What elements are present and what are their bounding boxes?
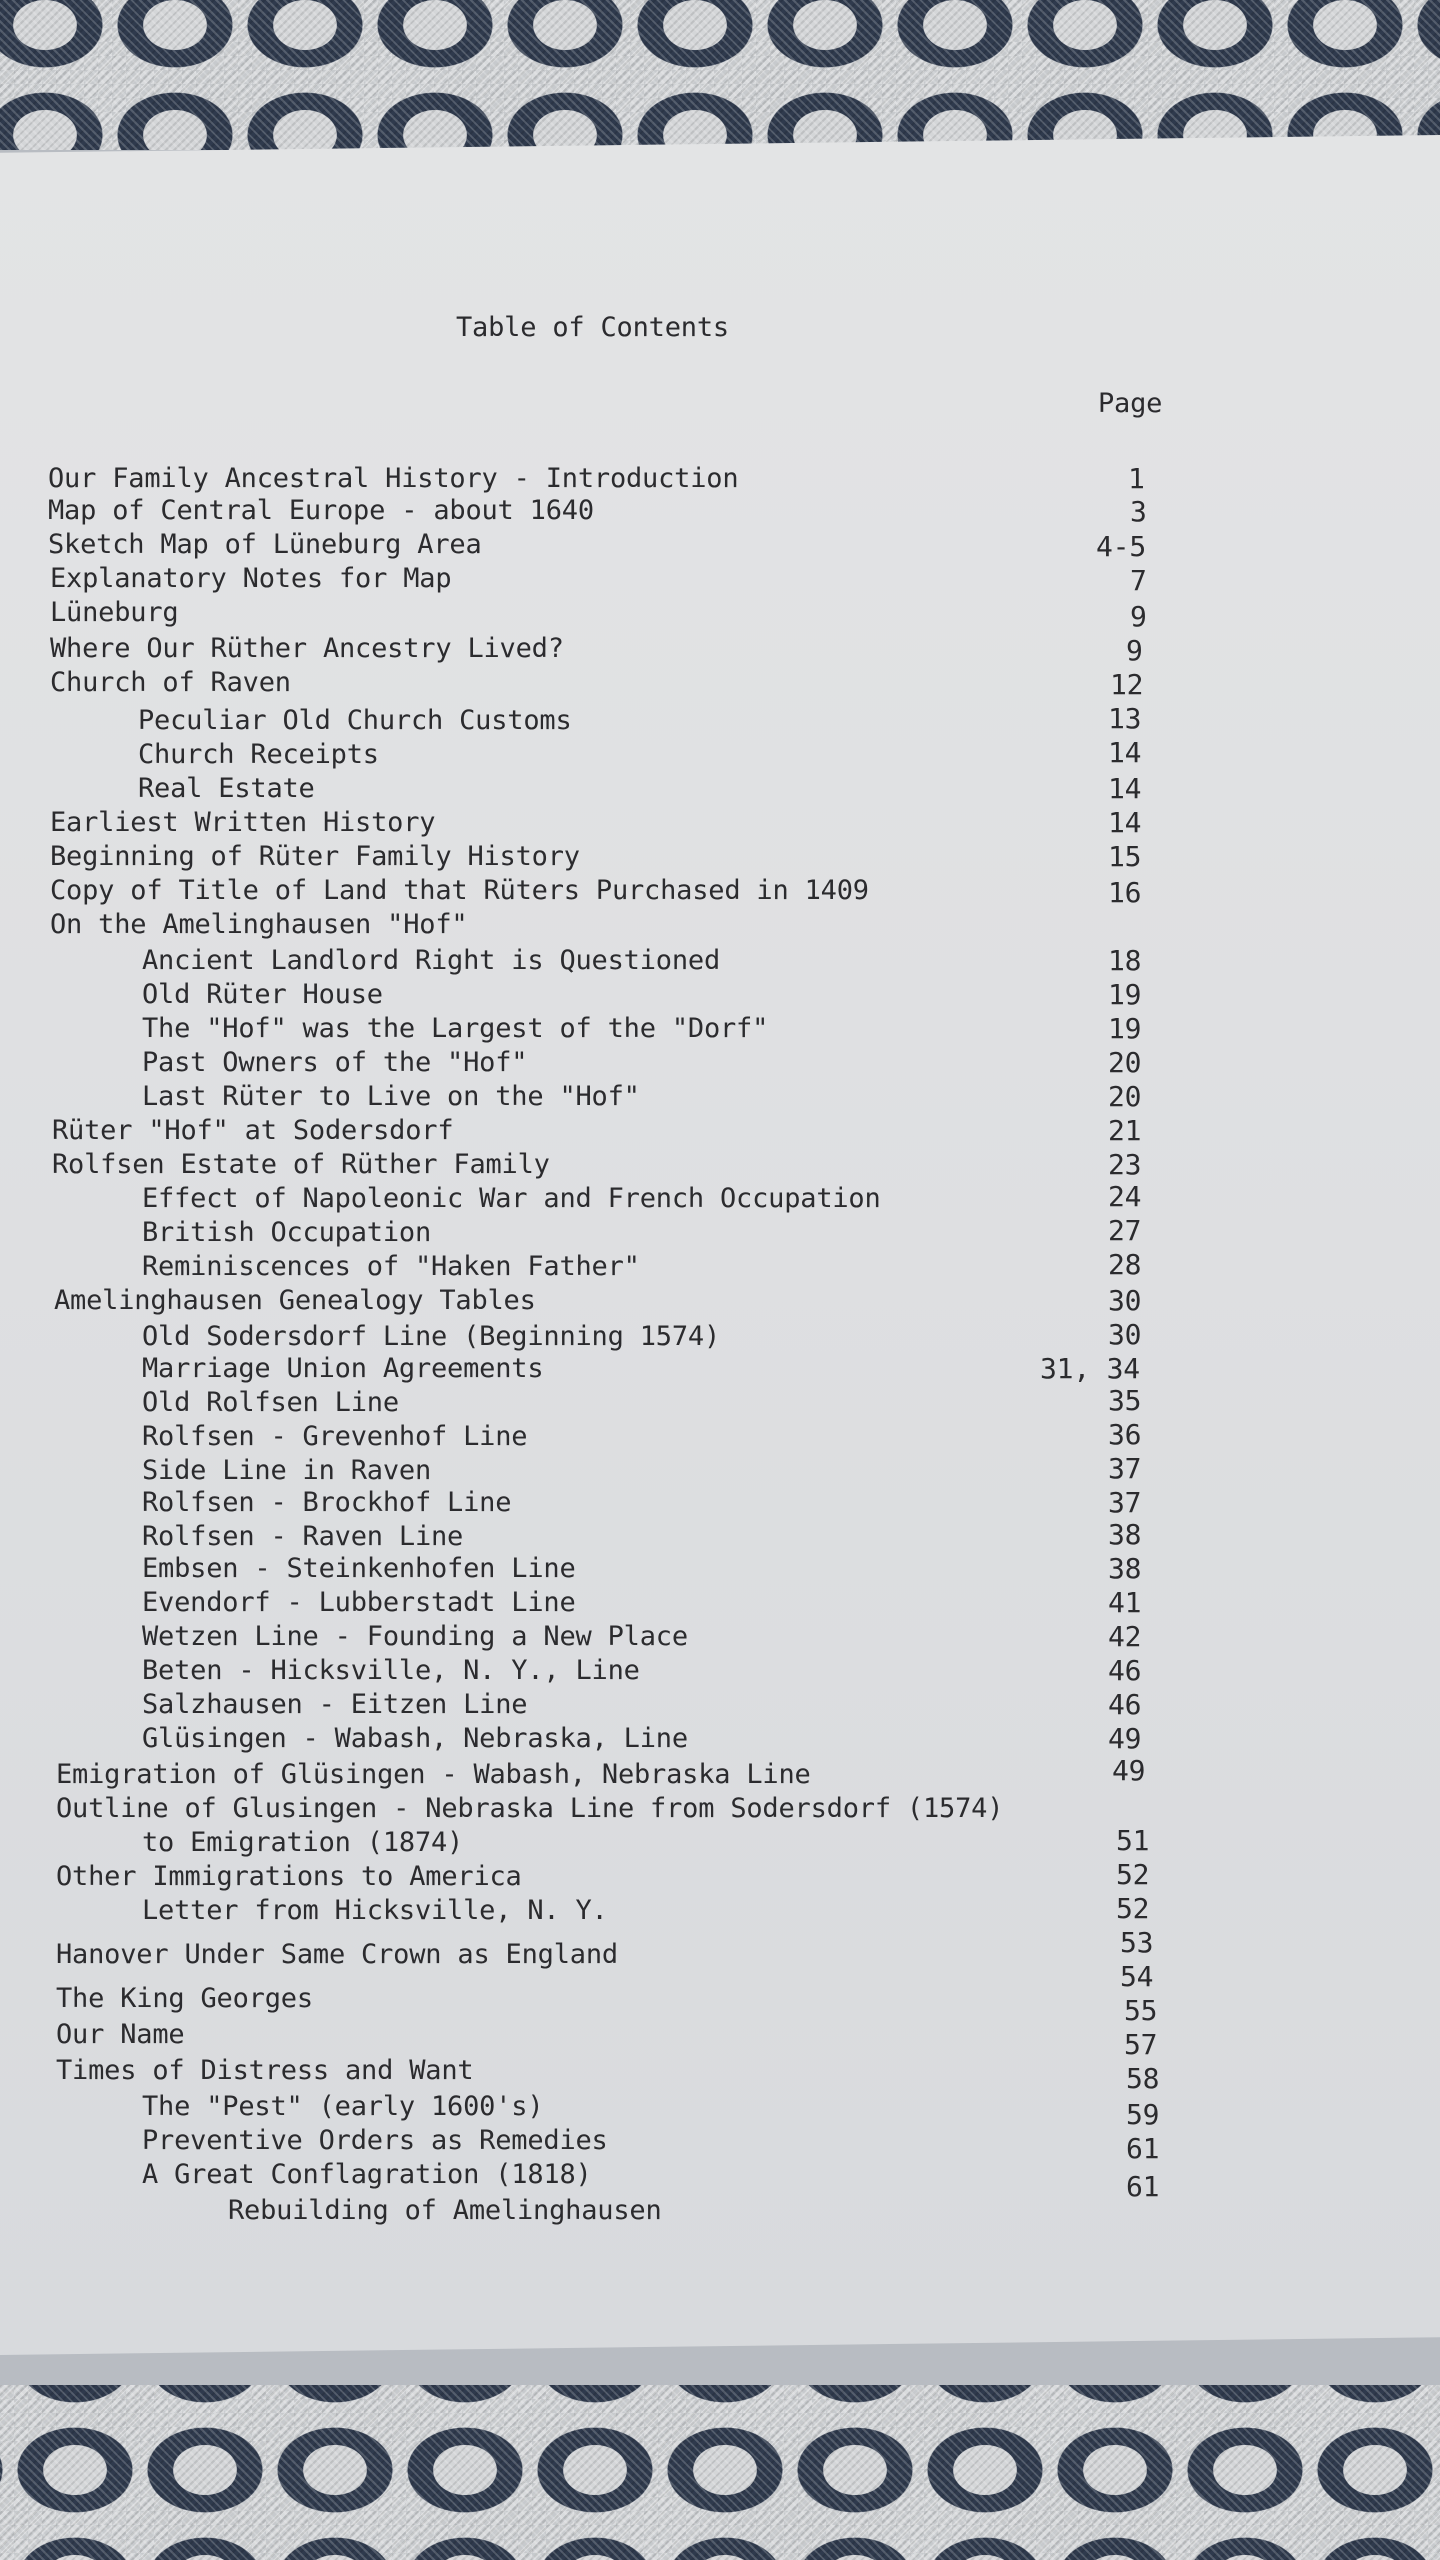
toc-entry-label: Rolfsen - Grevenhof Line	[142, 1421, 528, 1452]
toc-entry-page: 42	[1108, 1620, 1142, 1653]
toc-entry-page: 12	[1110, 668, 1144, 701]
toc-entry-label: Outline of Glusingen - Nebraska Line from Sodersdorf (1574)	[56, 1793, 1004, 1824]
toc-entry-label: Marriage Union Agreements	[142, 1353, 544, 1384]
toc-entry-label: Old Rolfsen Line	[142, 1387, 399, 1418]
toc-entry-label: Copy of Title of Land that Rüters Purchased in 1409	[50, 875, 869, 906]
toc-entry-page: 13	[1108, 702, 1142, 735]
toc-entry-page: 46	[1108, 1688, 1142, 1721]
toc-entry-page: 21	[1108, 1114, 1142, 1147]
toc-entry-label: Our Name	[56, 2019, 185, 2050]
toc-entry-label: Sketch Map of Lüneburg Area	[48, 529, 482, 560]
toc-entry-label: Evendorf - Lubberstadt Line	[142, 1587, 576, 1618]
toc-entry-page: 49	[1112, 1754, 1146, 1787]
toc-entry-page: 38	[1108, 1552, 1142, 1585]
toc-entry-page: 15	[1108, 840, 1142, 873]
toc-entry-label: Ancient Landlord Right is Questioned	[142, 945, 720, 976]
toc-entry-page: 14	[1108, 736, 1142, 769]
toc-entry-page: 54	[1120, 1960, 1154, 1993]
toc-entry-label: Salzhausen - Eitzen Line	[142, 1689, 528, 1720]
toc-entry-page: 1	[1128, 462, 1145, 495]
toc-entry-page: 55	[1124, 1994, 1158, 2027]
toc-entry-label: Glüsingen - Wabash, Nebraska, Line	[142, 1723, 688, 1754]
toc-entry-label: On the Amelinghausen "Hof"	[50, 909, 468, 940]
toc-entry-page: 41	[1108, 1586, 1142, 1619]
toc-entry-page: 52	[1116, 1858, 1150, 1891]
toc-entry-page: 51	[1116, 1824, 1150, 1857]
toc-entry-label: Beginning of Rüter Family History	[50, 841, 580, 872]
toc-entry-label: Earliest Written History	[50, 807, 436, 838]
toc-entry-label: The "Hof" was the Largest of the "Dorf"	[142, 1013, 769, 1044]
toc-entry-page: 24	[1108, 1180, 1142, 1213]
toc-entry-page: 18	[1108, 944, 1142, 977]
toc-entry-page: 20	[1108, 1046, 1142, 1079]
toc-entry-page: 31, 34	[1040, 1352, 1140, 1385]
toc-entry-label: Church of Raven	[50, 667, 291, 698]
toc-entry-page: 28	[1108, 1248, 1142, 1281]
toc-entry-page: 19	[1108, 978, 1142, 1011]
toc-entry-label: to Emigration (1874)	[142, 1827, 464, 1858]
toc-entry-label: The "Pest" (early 1600's)	[142, 2091, 544, 2122]
toc-entry-label: The King Georges	[56, 1983, 313, 2014]
toc-entry-page: 27	[1108, 1214, 1142, 1247]
toc-entry-label: Emigration of Glüsingen - Wabash, Nebraska Line	[56, 1759, 811, 1790]
toc-entry-page: 30	[1108, 1318, 1142, 1351]
toc-entry-label: Where Our Rüther Ancestry Lived?	[50, 633, 564, 664]
toc-entry-page: 16	[1108, 876, 1142, 909]
toc-entry-page: 36	[1108, 1418, 1142, 1451]
toc-entry-page: 30	[1108, 1284, 1142, 1317]
toc-entry-page: 49	[1108, 1722, 1142, 1755]
toc-entry-label: Preventive Orders as Remedies	[142, 2125, 608, 2156]
toc-entry-label: Rolfsen - Raven Line	[142, 1521, 464, 1552]
toc-entry-page: 7	[1130, 564, 1147, 597]
toc-entry-page: 57	[1124, 2028, 1158, 2061]
toc-entry-page: 20	[1108, 1080, 1142, 1113]
toc-entry-label: Effect of Napoleonic War and French Occupation	[142, 1183, 881, 1214]
toc-entry-page: 61	[1126, 2132, 1160, 2165]
toc-entry-page: 59	[1126, 2098, 1160, 2131]
toc-entry-label: Rüter "Hof" at Sodersdorf	[52, 1115, 454, 1146]
page-column-header: Page	[1098, 388, 1163, 419]
toc-entry-page: 19	[1108, 1012, 1142, 1045]
toc-entry-label: Real Estate	[138, 773, 315, 804]
toc-entry-label: Wetzen Line - Founding a New Place	[142, 1621, 688, 1652]
toc-entry-page: 14	[1108, 772, 1142, 805]
toc-entry-page: 46	[1108, 1654, 1142, 1687]
toc-entry-page: 3	[1130, 495, 1147, 528]
toc-entry-page: 61	[1126, 2170, 1160, 2203]
toc-entry-page: 37	[1108, 1486, 1142, 1519]
toc-entry-page: 9	[1130, 600, 1147, 633]
toc-entry-label: Old Rüter House	[142, 979, 383, 1010]
toc-entry-label: Amelinghausen Genealogy Tables	[54, 1285, 536, 1316]
toc-entry-label: Rolfsen - Brockhof Line	[142, 1487, 512, 1518]
toc-entry-page: 4-5	[1096, 530, 1146, 563]
toc-entry-label: Our Family Ancestral History - Introduction	[48, 463, 739, 494]
toc-entry-page: 14	[1108, 806, 1142, 839]
toc-entry-label: Map of Central Europe - about 1640	[48, 495, 594, 526]
toc-entry-label: Rolfsen Estate of Rüther Family	[52, 1149, 550, 1180]
toc-entry-page: 23	[1108, 1148, 1142, 1181]
toc-entry-label: Side Line in Raven	[142, 1455, 431, 1486]
toc-entry-label: Peculiar Old Church Customs	[138, 705, 572, 736]
toc-entry-label: Embsen - Steinkenhofen Line	[142, 1553, 576, 1584]
toc-entry-label: Reminiscences of "Haken Father"	[142, 1251, 640, 1282]
toc-entry-label: Lüneburg	[50, 597, 179, 628]
toc-entry-page: 58	[1126, 2062, 1160, 2095]
toc-entry-label: Old Sodersdorf Line (Beginning 1574)	[142, 1321, 720, 1352]
toc-entry-label: Rebuilding of Amelinghausen	[228, 2195, 662, 2226]
toc-entry-label: A Great Conflagration (1818)	[142, 2159, 592, 2190]
toc-entry-label: Letter from Hicksville, N. Y.	[142, 1895, 608, 1926]
toc-title: Table of Contents	[456, 312, 729, 343]
toc-entry-label: British Occupation	[142, 1217, 431, 1248]
toc-entry-page: 37	[1108, 1452, 1142, 1485]
toc-entry-page: 35	[1108, 1384, 1142, 1417]
toc-entry-label: Last Rüter to Live on the "Hof"	[142, 1081, 640, 1112]
toc-entry-label: Other Immigrations to America	[56, 1861, 522, 1892]
toc-entry-page: 53	[1120, 1926, 1154, 1959]
toc-entry-label: Beten - Hicksville, N. Y., Line	[142, 1655, 640, 1686]
toc-entry-label: Hanover Under Same Crown as England	[56, 1939, 618, 1970]
toc-entry-label: Past Owners of the "Hof"	[142, 1047, 528, 1078]
toc-entry-page: 52	[1116, 1892, 1150, 1925]
toc-entry-page: 38	[1108, 1518, 1142, 1551]
toc-entry-label: Church Receipts	[138, 739, 379, 770]
toc-entry-label: Times of Distress and Want	[56, 2055, 474, 2086]
toc-entry-label: Explanatory Notes for Map	[50, 563, 452, 594]
toc-entry-page: 9	[1126, 634, 1143, 667]
